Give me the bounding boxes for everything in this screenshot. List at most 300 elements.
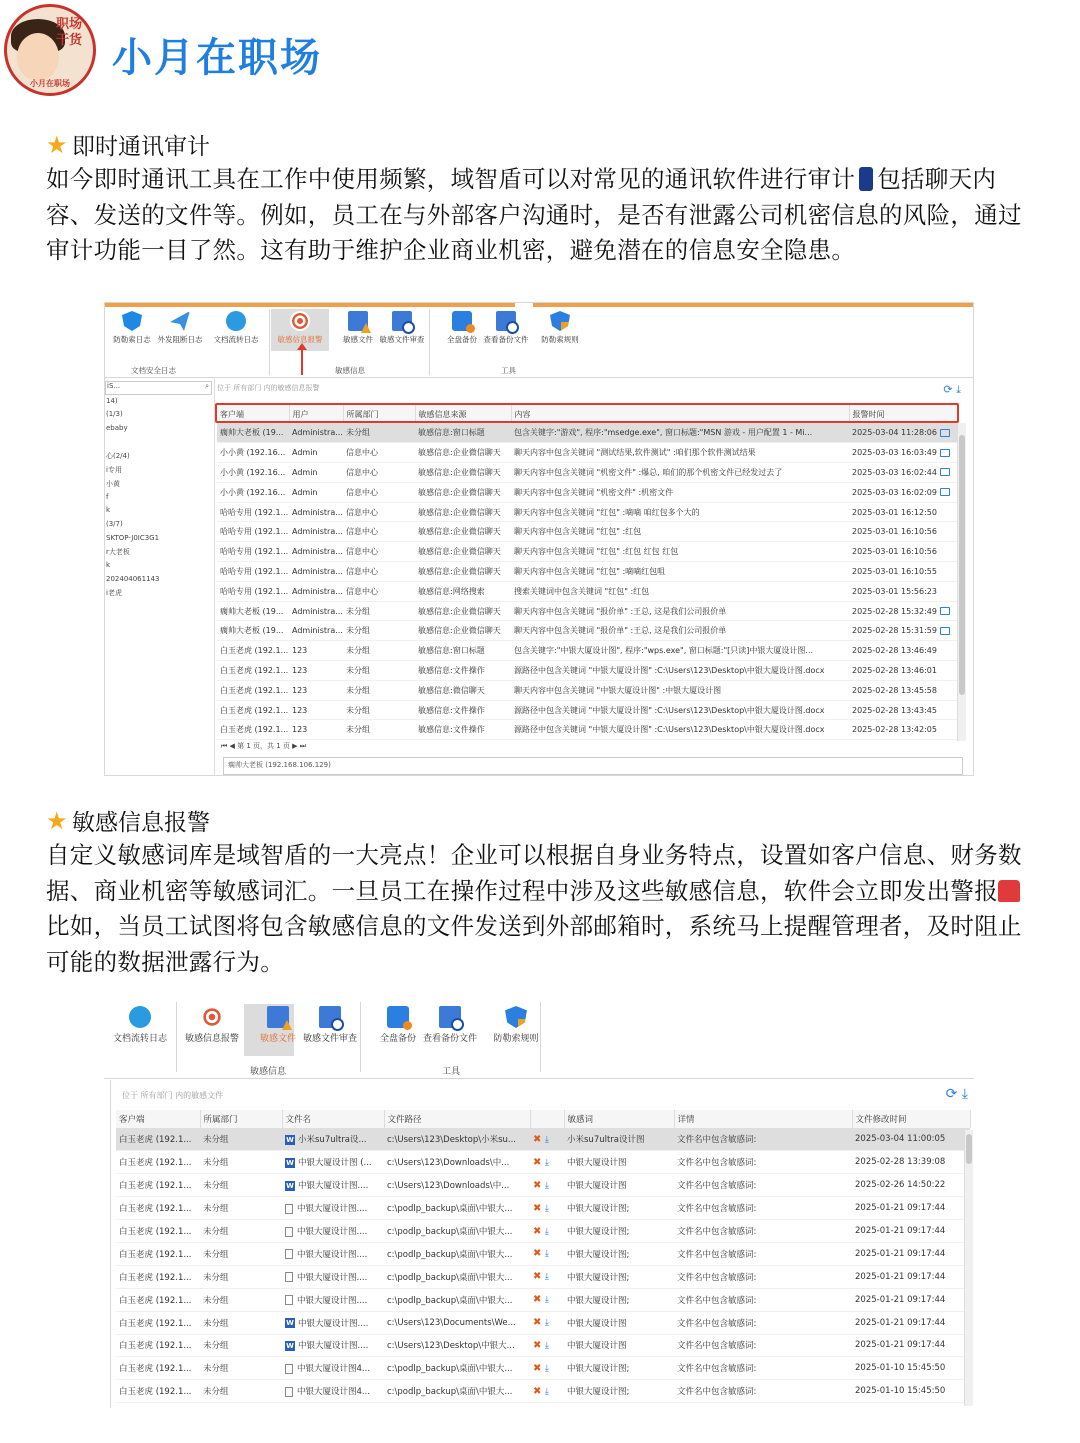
table-cell bbox=[849, 562, 957, 582]
table-cell: 未分组 bbox=[343, 621, 415, 641]
table-row[interactable] bbox=[116, 1311, 970, 1334]
toolbar-group-label: 敏感信息 bbox=[250, 1067, 287, 1077]
tree-item[interactable]: k bbox=[106, 560, 111, 569]
table-row[interactable] bbox=[116, 1242, 970, 1265]
column-header[interactable]: 详情 bbox=[674, 1110, 852, 1128]
delete-icon[interactable]: ✖ bbox=[533, 1362, 545, 1374]
table-cell bbox=[849, 502, 957, 522]
toolbar-bottom-line bbox=[105, 377, 974, 378]
table-cell: 123 bbox=[289, 700, 343, 720]
table-cell: 信息中心 bbox=[343, 463, 415, 483]
breadcrumb-path: 位于 所有部门 内的敏感文件 bbox=[122, 1091, 224, 1100]
table-cell bbox=[282, 1288, 384, 1311]
table-cell: 瘸帅大老板 (19... bbox=[217, 621, 289, 641]
export-icon[interactable]: ⤓ bbox=[961, 1086, 968, 1102]
section1-para-a: 如今即时通讯工具在工作中使用频繁，域智盾可以对常见的通讯软件进行审计 bbox=[46, 165, 856, 193]
table-row[interactable] bbox=[217, 463, 957, 483]
table-row[interactable] bbox=[116, 1380, 970, 1403]
toolbar-button[interactable] bbox=[153, 311, 207, 345]
table-row[interactable] bbox=[217, 562, 957, 582]
table-cell: 中银大厦设计图 bbox=[564, 1174, 674, 1197]
monitor-icon[interactable] bbox=[940, 488, 950, 496]
left-tree-pane[interactable] bbox=[105, 379, 215, 776]
file-name: 中银大厦设计图.... bbox=[298, 1341, 369, 1352]
tree-item[interactable]: (3/7) bbox=[106, 519, 123, 528]
sensitive-file-icon bbox=[267, 1006, 289, 1028]
toolbar-button[interactable] bbox=[108, 1006, 172, 1046]
table-cell: 信息中心 bbox=[343, 542, 415, 562]
table-cell: Administra... bbox=[289, 423, 343, 443]
table-cell: c:\podlp_backup\桌面\中银大... bbox=[384, 1265, 530, 1288]
star-icon: ★ bbox=[46, 806, 68, 835]
table-cell: Administra... bbox=[289, 621, 343, 641]
table-cell: 文件名中包含敏感词: bbox=[674, 1357, 852, 1380]
cell-text: 2025-02-28 13:46:01 bbox=[852, 665, 937, 675]
table-row[interactable] bbox=[217, 680, 957, 700]
delete-icon[interactable]: ✖ bbox=[533, 1271, 545, 1283]
cell-text: 2025-03-01 16:10:56 bbox=[852, 547, 937, 557]
file-name: 小米su7ultra设... bbox=[298, 1135, 367, 1146]
table-cell: 搜索关键词中包含关键词 "红包" :红包 bbox=[511, 581, 849, 601]
download-icon[interactable]: ⤓ bbox=[544, 1203, 549, 1214]
toolbar-button[interactable] bbox=[180, 1006, 244, 1046]
table-row[interactable] bbox=[217, 581, 957, 601]
table-cell: 文件名中包含敏感词: bbox=[674, 1380, 852, 1403]
table-row[interactable] bbox=[116, 1197, 970, 1220]
table-row[interactable] bbox=[217, 621, 957, 641]
delete-icon[interactable]: ✖ bbox=[533, 1156, 545, 1168]
search-icon[interactable]: ⌕ bbox=[205, 382, 209, 390]
table-cell: 敏感信息:企业微信聊天 bbox=[415, 443, 511, 463]
table-cell bbox=[282, 1357, 384, 1380]
section2-para-b: 比如，当员工试图将包含敏感信息的文件发送到外部邮箱时，系统马上提醒管理者，及时阻止可能的数据泄露行为。 bbox=[46, 912, 1022, 976]
table-cell bbox=[849, 542, 957, 562]
table-row[interactable] bbox=[217, 542, 957, 562]
column-header[interactable]: 所属部门 bbox=[200, 1110, 282, 1128]
cell-text: 2025-03-01 16:10:56 bbox=[852, 527, 937, 537]
tree-item[interactable]: ebaby bbox=[106, 424, 128, 433]
group-separator bbox=[176, 1002, 177, 1072]
table-row[interactable] bbox=[217, 601, 957, 621]
delete-icon[interactable]: ✖ bbox=[533, 1179, 545, 1191]
monitor-icon[interactable] bbox=[940, 449, 950, 457]
cell-text: 2025-03-03 16:03:49 bbox=[852, 448, 937, 458]
delete-icon[interactable]: ✖ bbox=[533, 1339, 545, 1351]
table-cell: 包含关键字:"游戏", 程序:"msedge.exe", 窗口标题:"MSN 游戏 - 用户配置 1 - Mi... bbox=[511, 423, 849, 443]
table-cell: c:\podlp_backup\桌面\中银大... bbox=[384, 1288, 530, 1311]
delete-icon[interactable]: ✖ bbox=[533, 1385, 545, 1397]
document-icon bbox=[285, 1387, 293, 1397]
table-cell: 中银大厦设计图 bbox=[564, 1151, 674, 1174]
download-icon[interactable]: ⤓ bbox=[544, 1318, 549, 1329]
table-cell bbox=[530, 1197, 564, 1220]
table-row[interactable] bbox=[116, 1357, 970, 1380]
avatar-caption: 小月在职场 bbox=[30, 79, 70, 88]
toolbar-label: 敏感文件 bbox=[259, 1034, 296, 1044]
toolbar-label: 敏感信息报警 bbox=[277, 335, 323, 344]
tree-item[interactable]: r大老板 bbox=[106, 548, 130, 557]
table-cell: 小小黄 (192.16... bbox=[217, 482, 289, 502]
table-row[interactable] bbox=[116, 1174, 970, 1197]
download-icon[interactable]: ⤓ bbox=[544, 1249, 549, 1260]
table-cell: 敏感信息:窗口标题 bbox=[415, 423, 511, 443]
table-cell: 未分组 bbox=[200, 1220, 282, 1243]
table-cell: c:\Users\123\Desktop\中银大... bbox=[384, 1334, 530, 1357]
tree-item[interactable] bbox=[105, 629, 214, 643]
table-cell bbox=[849, 700, 957, 720]
toolbar-button[interactable] bbox=[209, 311, 263, 345]
tree-item[interactable] bbox=[105, 616, 214, 630]
export-icon[interactable]: ⤓ bbox=[956, 383, 961, 396]
monitor-icon[interactable] bbox=[940, 468, 950, 476]
cell-text: 2025-02-28 15:32:49 bbox=[852, 606, 937, 616]
toolbar-label: 查看备份文件 bbox=[422, 1034, 477, 1044]
screenshot-sensitive-files bbox=[104, 996, 974, 1408]
table-cell: 未分组 bbox=[200, 1265, 282, 1288]
toolbar-button[interactable] bbox=[271, 311, 329, 345]
table-cell: 中银大厦设计图 bbox=[564, 1334, 674, 1357]
table-row[interactable] bbox=[116, 1128, 970, 1151]
table-cell: 包含关键字:"中银大厦设计图", 程序:"wps.exe", 窗口标题:"[只读]中银大厦设计图... bbox=[511, 641, 849, 661]
table-row[interactable] bbox=[217, 443, 957, 463]
table-cell bbox=[849, 720, 957, 740]
tree-item[interactable] bbox=[105, 602, 214, 616]
table-cell bbox=[849, 601, 957, 621]
table-cell: Administra... bbox=[289, 522, 343, 542]
table-cell: 中银大厦设计图; bbox=[564, 1242, 674, 1265]
table-cell bbox=[282, 1197, 384, 1220]
table-cell bbox=[849, 680, 957, 700]
table-scrollbar[interactable] bbox=[957, 423, 966, 741]
table-cell: Admin bbox=[289, 463, 343, 483]
refresh-export-icons[interactable] bbox=[946, 1086, 968, 1102]
download-icon[interactable]: ⤓ bbox=[544, 1272, 549, 1283]
column-header[interactable]: 敏感信息来源 bbox=[415, 405, 511, 423]
tree-item[interactable]: SKTOP-J0IC3G1 bbox=[106, 533, 160, 542]
column-header[interactable]: 文件路径 bbox=[384, 1110, 530, 1128]
table-cell: 2025-01-10 15:45:50 bbox=[852, 1380, 970, 1403]
table-cell: 未分组 bbox=[343, 661, 415, 681]
scrollbar-thumb[interactable] bbox=[959, 435, 965, 695]
table-cell bbox=[282, 1334, 384, 1357]
table-cell: 文件名中包含敏感词: bbox=[674, 1220, 852, 1243]
toolbar-button[interactable] bbox=[105, 311, 159, 345]
table-cell: 未分组 bbox=[200, 1288, 282, 1311]
monitor-icon[interactable] bbox=[940, 627, 950, 635]
file-name: 中银大厦设计图 (... bbox=[298, 1158, 372, 1169]
column-header[interactable]: 用户 bbox=[289, 405, 343, 423]
table-cell: Administra... bbox=[289, 601, 343, 621]
accent-bar bbox=[533, 303, 973, 307]
table-cell bbox=[849, 621, 957, 641]
cell-text: 2025-02-28 15:31:59 bbox=[852, 626, 937, 636]
table-row[interactable] bbox=[217, 423, 957, 443]
alarm-target-icon bbox=[290, 311, 310, 331]
table-cell: 2025-02-28 13:39:08 bbox=[852, 1151, 970, 1174]
document-icon bbox=[285, 1364, 293, 1374]
table-row[interactable] bbox=[217, 641, 957, 661]
table-cell: 未分组 bbox=[343, 720, 415, 740]
table-row[interactable] bbox=[217, 661, 957, 681]
table-cell: 123 bbox=[289, 680, 343, 700]
table-cell: 敏感信息:企业微信聊天 bbox=[415, 542, 511, 562]
table-row[interactable] bbox=[116, 1220, 970, 1243]
tree-item[interactable]: f bbox=[106, 492, 109, 501]
file-name: 中银大厦设计图4... bbox=[297, 1387, 371, 1398]
table-cell: 2025-01-21 09:17:44 bbox=[852, 1334, 970, 1357]
table-cell: Administra... bbox=[289, 581, 343, 601]
download-icon[interactable]: ⤓ bbox=[544, 1157, 549, 1168]
column-header[interactable] bbox=[530, 1110, 564, 1128]
table-cell: 聊天内容中包含关键词 "报价单" :王总, 这是我们公司报价单 bbox=[511, 621, 849, 641]
table-cell bbox=[849, 661, 957, 681]
table-cell: 哈哈专用 (192.1... bbox=[217, 542, 289, 562]
toolbar-label: 文档流转日志 bbox=[213, 335, 259, 344]
table-cell: 文件名中包含敏感词: bbox=[674, 1288, 852, 1311]
table-cell: 文件名中包含敏感词: bbox=[674, 1311, 852, 1334]
table-cell bbox=[282, 1128, 384, 1151]
table-cell: 中银大厦设计图; bbox=[564, 1197, 674, 1220]
table-cell bbox=[530, 1357, 564, 1380]
table-cell: 中银大厦设计图; bbox=[564, 1265, 674, 1288]
table-cell: 信息中心 bbox=[343, 502, 415, 522]
table-cell: 哈哈专用 (192.1... bbox=[217, 502, 289, 522]
tree-item[interactable]: i老虎 bbox=[106, 589, 122, 598]
table-cell: Administra... bbox=[289, 502, 343, 522]
table-cell bbox=[530, 1220, 564, 1243]
section1-title-text: 即时通讯审计 bbox=[72, 134, 210, 160]
tree-item[interactable]: 心(2/4) bbox=[106, 452, 130, 461]
table-cell: 信息中心 bbox=[343, 581, 415, 601]
section2-title bbox=[46, 804, 210, 837]
table-cell: 中银大厦设计图; bbox=[564, 1357, 674, 1380]
table-cell bbox=[282, 1220, 384, 1243]
table-cell: 未分组 bbox=[200, 1311, 282, 1334]
toolbar-label: 敏感文件 bbox=[343, 335, 373, 344]
refresh-icon[interactable]: ⟳ bbox=[945, 1086, 962, 1102]
tree-item[interactable] bbox=[105, 438, 214, 452]
table-cell: 未分组 bbox=[200, 1174, 282, 1197]
toolbar-label: 敏感信息报警 bbox=[184, 1034, 239, 1044]
delete-icon[interactable]: ✖ bbox=[533, 1202, 545, 1214]
phone-icon bbox=[859, 167, 873, 191]
word-doc-icon: W bbox=[286, 1319, 294, 1328]
section2-para-a: 自定义敏感词库是域智盾的一大亮点！企业可以根据自身业务特点，设置如客户信息、财务数据、商业机密等敏感词汇。一旦员工在操作过程中涉及这些敏感信息，软件会立即发出警报 bbox=[46, 841, 1022, 905]
table-cell bbox=[849, 463, 957, 483]
toolbar-label: 敏感文件审查 bbox=[302, 1034, 357, 1044]
table-cell bbox=[282, 1265, 384, 1288]
table-cell bbox=[282, 1311, 384, 1334]
table-cell: Administra... bbox=[289, 542, 343, 562]
table-cell: 未分组 bbox=[200, 1242, 282, 1265]
toolbar-button[interactable] bbox=[479, 311, 533, 345]
table-cell: 信息中心 bbox=[343, 443, 415, 463]
table-cell: c:\podlp_backup\桌面\中银大... bbox=[384, 1357, 530, 1380]
toolbar-label: 防勒索规则 bbox=[541, 335, 579, 344]
download-icon[interactable]: ⤓ bbox=[544, 1226, 549, 1237]
table-cell: 信息中心 bbox=[343, 482, 415, 502]
backup-icon bbox=[387, 1006, 409, 1028]
table-cell: 123 bbox=[289, 720, 343, 740]
column-header[interactable]: 内容 bbox=[511, 405, 849, 423]
group-separator bbox=[429, 309, 430, 375]
table-cell bbox=[530, 1151, 564, 1174]
table-cell: 源路径中包含关键词 "中银大厦设计图" :C:\Users\123\Desktop\中银大厦设计图.docx bbox=[511, 661, 849, 681]
siren-icon bbox=[998, 880, 1020, 902]
delete-icon[interactable]: ✖ bbox=[533, 1133, 545, 1145]
tree-item[interactable]: 14) bbox=[106, 396, 118, 405]
toolbar-button[interactable] bbox=[418, 1006, 482, 1046]
table-cell: 白玉老虎 (192.1... bbox=[116, 1151, 200, 1174]
table-cell: c:\Users\123\Documents\We... bbox=[384, 1311, 530, 1334]
table-cell: 中银大厦设计图; bbox=[564, 1380, 674, 1403]
table-cell: 2025-01-21 09:17:44 bbox=[852, 1197, 970, 1220]
toolbar-button[interactable] bbox=[373, 311, 431, 345]
scrollbar-thumb[interactable] bbox=[966, 1134, 972, 1164]
column-header[interactable]: 报警时间 bbox=[849, 405, 957, 423]
file-name: 中银大厦设计图.... bbox=[298, 1181, 369, 1192]
table-cell: 未分组 bbox=[200, 1128, 282, 1151]
table-row[interactable] bbox=[217, 502, 957, 522]
section2-title-text: 敏感信息报警 bbox=[72, 810, 210, 836]
column-header[interactable]: 文件修改时间 bbox=[852, 1110, 970, 1128]
alarm-target-icon bbox=[201, 1006, 223, 1028]
file-name: 中银大厦设计图.... bbox=[297, 1227, 368, 1237]
column-header[interactable]: 所属部门 bbox=[343, 405, 415, 423]
column-header[interactable]: 客户端 bbox=[116, 1110, 200, 1128]
table-row[interactable] bbox=[217, 700, 957, 720]
table-cell bbox=[530, 1288, 564, 1311]
toolbar-button[interactable] bbox=[533, 311, 587, 345]
download-icon[interactable]: ⤓ bbox=[544, 1180, 549, 1191]
toolbar-button[interactable] bbox=[484, 1006, 548, 1046]
screenshot-im-audit bbox=[104, 302, 974, 776]
table-cell: 聊天内容中包含关键词 "报价单" :王总, 这是我们公司报价单 bbox=[511, 601, 849, 621]
table-cell: 123 bbox=[289, 661, 343, 681]
sensitive-files-table bbox=[116, 1110, 971, 1403]
download-icon[interactable]: ⤓ bbox=[544, 1340, 549, 1351]
table-cell: 未分组 bbox=[343, 680, 415, 700]
column-header[interactable]: 文件名 bbox=[282, 1110, 384, 1128]
group-separator bbox=[540, 1002, 541, 1072]
group-separator bbox=[360, 1002, 361, 1072]
table-cell: 2025-03-04 11:00:05 bbox=[852, 1128, 970, 1151]
accent-bar bbox=[105, 303, 515, 307]
table-cell: 聊天内容中包含关键词 "中银大厦设计图" :中银大厦设计图 bbox=[511, 680, 849, 700]
table-cell: 未分组 bbox=[343, 700, 415, 720]
tree-item[interactable]: 202404061143 bbox=[106, 574, 160, 583]
table-row[interactable] bbox=[116, 1265, 970, 1288]
star-icon: ★ bbox=[46, 130, 68, 159]
refresh-icon[interactable]: ⟳ bbox=[943, 383, 957, 396]
tree-item[interactable]: i专用 bbox=[106, 466, 122, 475]
table-row[interactable] bbox=[116, 1288, 970, 1311]
table-cell: 白玉老虎 (192.1... bbox=[217, 700, 289, 720]
header-highlight-box bbox=[215, 403, 959, 423]
breadcrumb-path: 位于 所有部门 内的敏感信息报警 bbox=[217, 384, 320, 392]
alerts-table bbox=[217, 405, 958, 740]
table-row[interactable] bbox=[217, 522, 957, 542]
download-icon[interactable]: ⤓ bbox=[544, 1363, 549, 1374]
table-cell bbox=[849, 423, 957, 443]
table-cell: 2025-02-26 14:50:22 bbox=[852, 1174, 970, 1197]
word-doc-icon: W bbox=[286, 1341, 294, 1350]
delete-icon[interactable]: ✖ bbox=[533, 1225, 545, 1237]
tree-item[interactable]: k bbox=[106, 506, 111, 515]
monitor-icon[interactable] bbox=[940, 607, 950, 615]
table-cell bbox=[282, 1242, 384, 1265]
table-row[interactable] bbox=[217, 720, 957, 740]
cell-text: 2025-03-01 16:12:50 bbox=[852, 507, 937, 517]
table-cell bbox=[849, 581, 957, 601]
download-icon[interactable]: ⤓ bbox=[544, 1386, 549, 1397]
section1-paragraph bbox=[46, 162, 1036, 269]
table-cell: c:\Users\123\Downloads\中... bbox=[384, 1151, 530, 1174]
table-cell: 敏感信息:网络搜索 bbox=[415, 581, 511, 601]
delete-icon[interactable]: ✖ bbox=[533, 1248, 545, 1260]
table-row[interactable] bbox=[116, 1151, 970, 1174]
toolbar-label: 防勒索日志 bbox=[113, 335, 151, 344]
table-cell: 信息中心 bbox=[343, 522, 415, 542]
table-cell: 白玉老虎 (192.1... bbox=[116, 1380, 200, 1403]
table-scrollbar[interactable] bbox=[964, 1130, 973, 1406]
table-cell bbox=[530, 1174, 564, 1197]
table-cell: 2025-01-21 09:17:44 bbox=[852, 1220, 970, 1243]
monitor-icon[interactable] bbox=[940, 429, 950, 437]
table-cell: 哈哈专用 (192.1... bbox=[217, 562, 289, 582]
refresh-export-icons[interactable] bbox=[943, 383, 961, 397]
table-cell: 文件名中包含敏感词: bbox=[674, 1334, 852, 1357]
table-cell: Admin bbox=[289, 443, 343, 463]
table-cell: 2025-01-21 09:17:44 bbox=[852, 1288, 970, 1311]
table-cell: 未分组 bbox=[200, 1357, 282, 1380]
document-icon bbox=[285, 1272, 293, 1282]
table-cell: 未分组 bbox=[200, 1151, 282, 1174]
delete-icon[interactable]: ✖ bbox=[533, 1317, 545, 1329]
table-cell bbox=[530, 1380, 564, 1403]
avatar-tag: 职场 干货 bbox=[55, 17, 82, 48]
table-row[interactable] bbox=[217, 482, 957, 502]
table-cell bbox=[849, 641, 957, 661]
download-icon[interactable]: ⤓ bbox=[544, 1134, 549, 1145]
pager[interactable]: ⏮ ◀ 第 1 页，共 1 页 ▶ ⏭ bbox=[221, 742, 307, 750]
tree-item[interactable]: (1/3) bbox=[106, 410, 123, 419]
left-pane-edge bbox=[110, 1080, 111, 1408]
table-row[interactable] bbox=[116, 1334, 970, 1357]
table-cell: 敏感信息:企业微信聊天 bbox=[415, 621, 511, 641]
column-header[interactable]: 客户端 bbox=[217, 405, 289, 423]
cell-text: 2025-03-01 15:56:23 bbox=[852, 586, 937, 596]
toolbar-button[interactable] bbox=[296, 1006, 364, 1046]
toolbar-group-label: 工具 bbox=[501, 366, 516, 375]
table-cell: c:\Users\123\Downloads\中... bbox=[384, 1174, 530, 1197]
file-name: 中银大厦设计图.... bbox=[298, 1318, 369, 1329]
table-cell: 瘸帅大老板 (19... bbox=[217, 423, 289, 443]
column-header[interactable]: 敏感词 bbox=[564, 1110, 674, 1128]
table-cell: 白玉老虎 (192.1... bbox=[116, 1334, 200, 1357]
cell-text: 2025-02-28 13:43:45 bbox=[852, 705, 937, 715]
brand-title: 小月在职场 bbox=[112, 35, 322, 81]
tree-search-input[interactable] bbox=[105, 381, 212, 395]
table-cell: 源路径中包含关键词 "中银大厦设计图" :C:\Users\123\Desktop\中银大厦设计图.docx bbox=[511, 720, 849, 740]
tree-search-text: iS... bbox=[107, 382, 121, 390]
delete-icon[interactable]: ✖ bbox=[533, 1294, 545, 1306]
download-icon[interactable]: ⤓ bbox=[544, 1295, 549, 1306]
table-cell bbox=[530, 1311, 564, 1334]
tree-item[interactable]: 小黄 bbox=[106, 479, 120, 488]
table-cell: 2025-01-21 09:17:44 bbox=[852, 1265, 970, 1288]
table-cell: 未分组 bbox=[200, 1380, 282, 1403]
